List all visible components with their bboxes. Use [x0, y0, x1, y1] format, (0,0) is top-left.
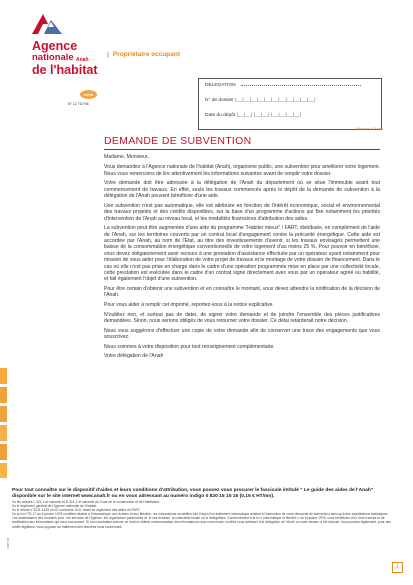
dossier-label: N° de dossier: [205, 98, 234, 103]
footer-info: Pour tout connaître sur le dispositif d'aides et leurs conditions d'attribution, vous pouvez vous procurer le fascicule intitulé " Le guide des aides de l'Anah" disponible sur le site internet www.anah.fr ou en vous adressant au numéro indigo 0 820 15 15 15 (0,15 € HT/mn).: [12, 488, 374, 499]
delegation-label: DELEGATION: [205, 83, 236, 88]
paragraph-1: Vous demandez à l'Agence nationale de l'habitat (Anah), organisme public, une subvention pour améliorer votre logement. Nous vous remercions de lire attentivement les informations suivantes avant de remplir votre dossier.: [104, 164, 380, 177]
reserved-note: Réservé à l'Anah: [356, 127, 383, 131]
paragraph-9: Nous sommes à votre disposition pour tout renseignement complémentaire.: [104, 343, 275, 350]
paragraph-8: Nous vous suggérons d'effectuer une copie de votre demande afin de conserver une trace des engagements que vous souscrivez.: [104, 327, 380, 341]
paragraph-3: Une subvention n'est pas automatique, elle est attribuée en fonction de l'intérêt économique, social et environnemental des travaux projetés et des crédits disponibles, sur la base d'un programme d'actions qui fixe notamment les priorités d'intervention de l'Anah au niveau local, et les modalités financières d'attribution des aides.: [104, 202, 380, 222]
date-label: Date du dépôt: [205, 113, 236, 118]
signature: Votre délégation de l'Anah: [104, 353, 164, 360]
legal-note-4: Vu la loi n°78-17 du 6 janvier 1978 modifiée relative à l'informatique, aux fichiers et aux libertés : les informations recueillies font l'objet d'un traitement informatique destiné à l'instruction de votre demande de subvention ainsi qu'à des exploitations statistiques. Les destinataires des données sont : les services de l'Agence, les organismes partenaires et, le cas échéant, la collectivité locale ou le délégataire. Conformément à la loi « informatique et libertés » du 6 janvier 1978, vous bénéficiez d'un droit d'accès et de rectification aux informations qui vous concernent. Si vous souhaitez exercer ce droit et obtenir communication des informations vous concernant, veuillez vous adresser à la délégation de l'Anah où votre dossier a été déposé. Vous pouvez également, pour des motifs légitimes, vous opposer au traitement des données vous concernant.: [12, 512, 391, 529]
cerfa-logo: cerfa: [80, 90, 97, 99]
section-label-text: Propriétaire occupant: [112, 51, 181, 58]
legal-note-3: Vu le décret n°2011-1428 du 02 novembre 2011 relatif au règlement des aides du FART.: [12, 508, 141, 513]
paragraph-4: La subvention peut être augmentée d'une aide du programme "Habiter mieux" / FART, distribuée, en complément de l'aide de l'Anah, sur les territoires couverts par un contrat local d'engagement contre la précarité énergétique. Cette aide est accordée par l'Anah, au nom de l'Etat, au titre des investissements d'avenir, si les travaux envisagés permettent une baisse de la consommation énergétique conventionnelle de votre logement d'au moins 25 %. Pour pouvoir en bénéficier, vous devez obligatoirement avoir recours à une prestation d'assistance effectuée par un opérateur ayant notamment pour mission de vous aider pour l'élaboration de votre projet de travaux et le montage de votre dossier de financement. Dans le cas où elle n'est pas prise en charge dans le cadre d'une opération programmée mise en place par une collectivité locale, cette prestation est exécutée dans le cadre d'un contrat signé directement avec vous par un opérateur agréé ou habilité, et fait également l'objet d'une subvention.: [104, 225, 380, 283]
letter-body: [104, 154, 380, 363]
page-title: DEMANDE DE SUBVENTION: [104, 135, 252, 147]
section-label: | Propriétaire occupant: [107, 51, 181, 58]
logo-line-1: Agence: [32, 39, 78, 53]
logo-anah-label: Anah: [76, 57, 89, 63]
admin-box: [198, 78, 382, 130]
delegation-row: [205, 83, 361, 88]
date-field[interactable]: |__|__| |__|__| |__|__|__|__|: [236, 113, 302, 118]
title-divider: [104, 149, 380, 150]
side-color-strip: [0, 368, 7, 478]
legal-note-1: Vu les articles L.321-1 et suivants et R.321-1 et suivants du Code de la construction et de l'habitation.: [12, 500, 161, 504]
paragraph-5: Pour être certain d'obtenir une subvention et en connaître le montant, vous devez attendre la notification de la décision de l'Anah.: [104, 286, 380, 299]
paragraph-2: Votre demande doit être adressée à la délégation de l'Anah du département où se situe l'immeuble avant tout commencement de travaux. En effet, seuls les travaux commencés après le dépôt de la demande de subvention à la délégation de l'Anah peuvent bénéficier d'une aide.: [104, 180, 380, 200]
logo-line-3: de l'habitat: [32, 63, 98, 77]
dossier-row: [205, 98, 316, 103]
dossier-number-field[interactable]: |__|__|__|__|__|__|__|__|__|__|__|: [235, 98, 316, 103]
delegation-field[interactable]: [241, 85, 361, 86]
legal-notes: [12, 500, 392, 529]
page-number: 1: [392, 562, 403, 573]
form-code: NOT 06: [6, 538, 10, 549]
paragraph-6: Pour vous aider à remplir cet imprimé, reportez-vous à la notice explicative.: [104, 302, 274, 309]
logo-line-2: nationale: [32, 52, 74, 63]
cerfa-number: N° 12 711*06: [68, 102, 89, 106]
anah-logo-icon: [30, 10, 64, 40]
date-row: [205, 113, 301, 118]
paragraph-7: N'oubliez rien, et surtout pas de dater, de signer votre demande et de joindre l'ensemble des pièces justificatives demandées. Sinon, nous serions obligés de vous retourner votre dossier. Ce délai retarderait notre décision.: [104, 311, 380, 325]
salutation: Madame, Monsieur,: [104, 154, 149, 160]
legal-note-2: Vu le règlement général de l'Agence nationale de l'habitat.: [12, 504, 97, 509]
